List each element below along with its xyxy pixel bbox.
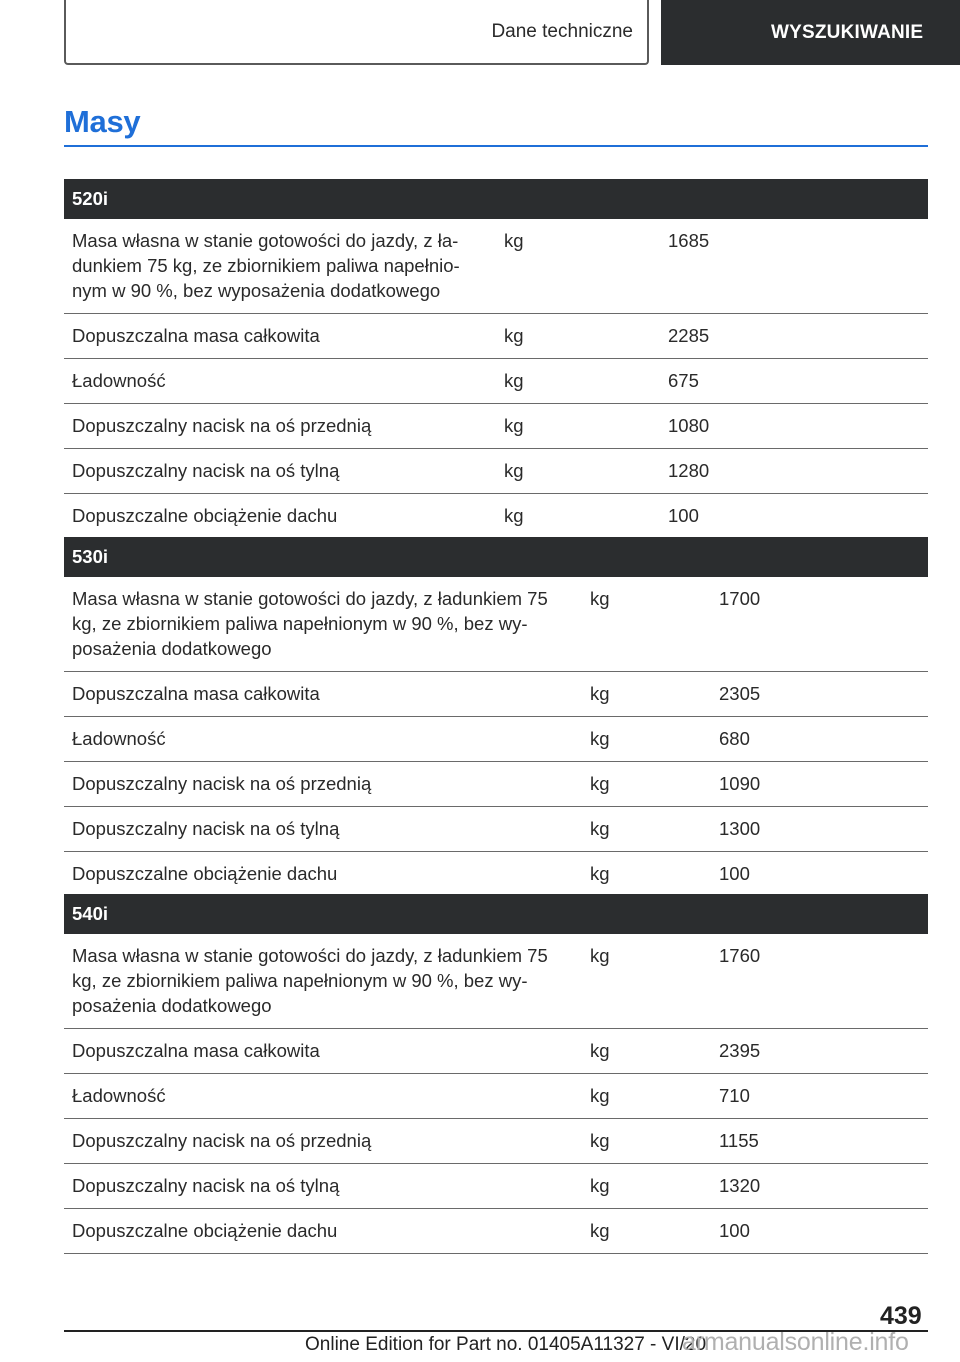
section-tab-label: Dane techniczne (491, 20, 633, 42)
row-unit: kg (496, 359, 660, 404)
table-row (64, 934, 928, 1029)
row-label: Dopuszczalna masa całkowita (64, 1029, 582, 1074)
row-unit: kg (582, 807, 711, 852)
row-label: Dopuszczalny nacisk na oś przednią (64, 404, 496, 449)
row-label: Dopuszczalny nacisk na oś przednią (64, 762, 582, 807)
table-row (64, 577, 928, 672)
table-row (64, 852, 928, 897)
row-value: 2285 (660, 314, 928, 359)
model-heading: 530i (64, 537, 928, 577)
table-header-row (64, 179, 928, 219)
row-value: 2395 (711, 1029, 928, 1074)
row-label: Dopuszczalny nacisk na oś tylną (64, 449, 496, 494)
table-row (64, 672, 928, 717)
table-row (64, 1119, 928, 1164)
row-label: Dopuszczalne obciążenie dachu (64, 1209, 582, 1254)
row-label: Dopuszczalny nacisk na oś tylną (64, 1164, 582, 1209)
row-unit: kg (582, 1119, 711, 1164)
row-label: Dopuszczalny nacisk na oś tylną (64, 807, 582, 852)
row-label: Masa własna w stanie gotowości do jazdy, z ładunkiem 75 kg, ze zbiornikiem paliwa napełnionym w 90 %, bez wyposażenia dodatkowego (64, 934, 582, 1029)
footer-edition-text: Online Edition for Part no. 01405A11327 - VI/20 (305, 1334, 707, 1355)
row-unit: kg (582, 1074, 711, 1119)
table-row (64, 717, 928, 762)
row-label: Dopuszczalna masa całkowita (64, 672, 582, 717)
row-value: 675 (660, 359, 928, 404)
title-divider (64, 145, 928, 147)
row-unit: kg (582, 1209, 711, 1254)
row-value: 1320 (711, 1164, 928, 1209)
model-heading: 520i (64, 179, 928, 219)
row-value: 710 (711, 1074, 928, 1119)
row-unit: kg (582, 717, 711, 762)
search-tab-label: WYSZUKIWANIE (771, 21, 924, 43)
page-title: Masy (64, 104, 141, 139)
row-value: 100 (711, 852, 928, 897)
table-row (64, 1209, 928, 1254)
row-unit: kg (582, 672, 711, 717)
row-value: 1090 (711, 762, 928, 807)
table-row (64, 1074, 928, 1119)
row-label: Masa własna w stanie gotowości do jazdy, z ładunkiem 75 kg, ze zbiornikiem paliwa napełnionym w 90 %, bez wyposażenia dodatkowego (64, 577, 582, 672)
mass-table-540i (64, 894, 928, 1254)
row-value: 1080 (660, 404, 928, 449)
table-row (64, 359, 928, 404)
search-tab-button[interactable] (661, 0, 960, 65)
row-unit: kg (496, 449, 660, 494)
row-label: Masa własna w stanie gotowości do jazdy, z ładunkiem 75 kg, ze zbiornikiem paliwa napełnionym w 90 %, bez wyposażenia dodatkowego (64, 219, 496, 314)
row-value: 100 (660, 494, 928, 539)
table-row (64, 449, 928, 494)
row-value: 1155 (711, 1119, 928, 1164)
row-value: 1700 (711, 577, 928, 672)
table-row (64, 404, 928, 449)
row-label: Dopuszczalna masa całkowita (64, 314, 496, 359)
row-label: Ładowność (64, 359, 496, 404)
row-unit: kg (582, 1029, 711, 1074)
mass-table-520i (64, 179, 928, 539)
row-value: 680 (711, 717, 928, 762)
row-value: 1685 (660, 219, 928, 314)
row-value: 1280 (660, 449, 928, 494)
row-value: 100 (711, 1209, 928, 1254)
table-header-row (64, 537, 928, 577)
row-unit: kg (582, 1164, 711, 1209)
table-row (64, 494, 928, 539)
row-label: Dopuszczalny nacisk na oś przednią (64, 1119, 582, 1164)
row-unit: kg (496, 314, 660, 359)
table-row (64, 807, 928, 852)
row-label: Ładowność (64, 717, 582, 762)
model-heading: 540i (64, 894, 928, 934)
footer-watermark: armanualsonline.info (682, 1328, 909, 1356)
row-unit: kg (496, 404, 660, 449)
row-value: 2305 (711, 672, 928, 717)
row-unit: kg (582, 852, 711, 897)
row-value: 1760 (711, 934, 928, 1029)
section-tab-dane-techniczne[interactable] (64, 0, 649, 65)
row-unit: kg (582, 934, 711, 1029)
mass-table-530i (64, 537, 928, 897)
row-label: Dopuszczalne obciążenie dachu (64, 494, 496, 539)
table-row (64, 1164, 928, 1209)
row-unit: kg (582, 577, 711, 672)
page-number: 439 (880, 1302, 922, 1330)
table-row (64, 314, 928, 359)
table-row (64, 1029, 928, 1074)
table-row (64, 219, 928, 314)
table-row (64, 762, 928, 807)
row-label: Dopuszczalne obciążenie dachu (64, 852, 582, 897)
row-unit: kg (496, 494, 660, 539)
row-value: 1300 (711, 807, 928, 852)
row-unit: kg (582, 762, 711, 807)
row-label: Ładowność (64, 1074, 582, 1119)
row-unit: kg (496, 219, 660, 314)
table-header-row (64, 894, 928, 934)
